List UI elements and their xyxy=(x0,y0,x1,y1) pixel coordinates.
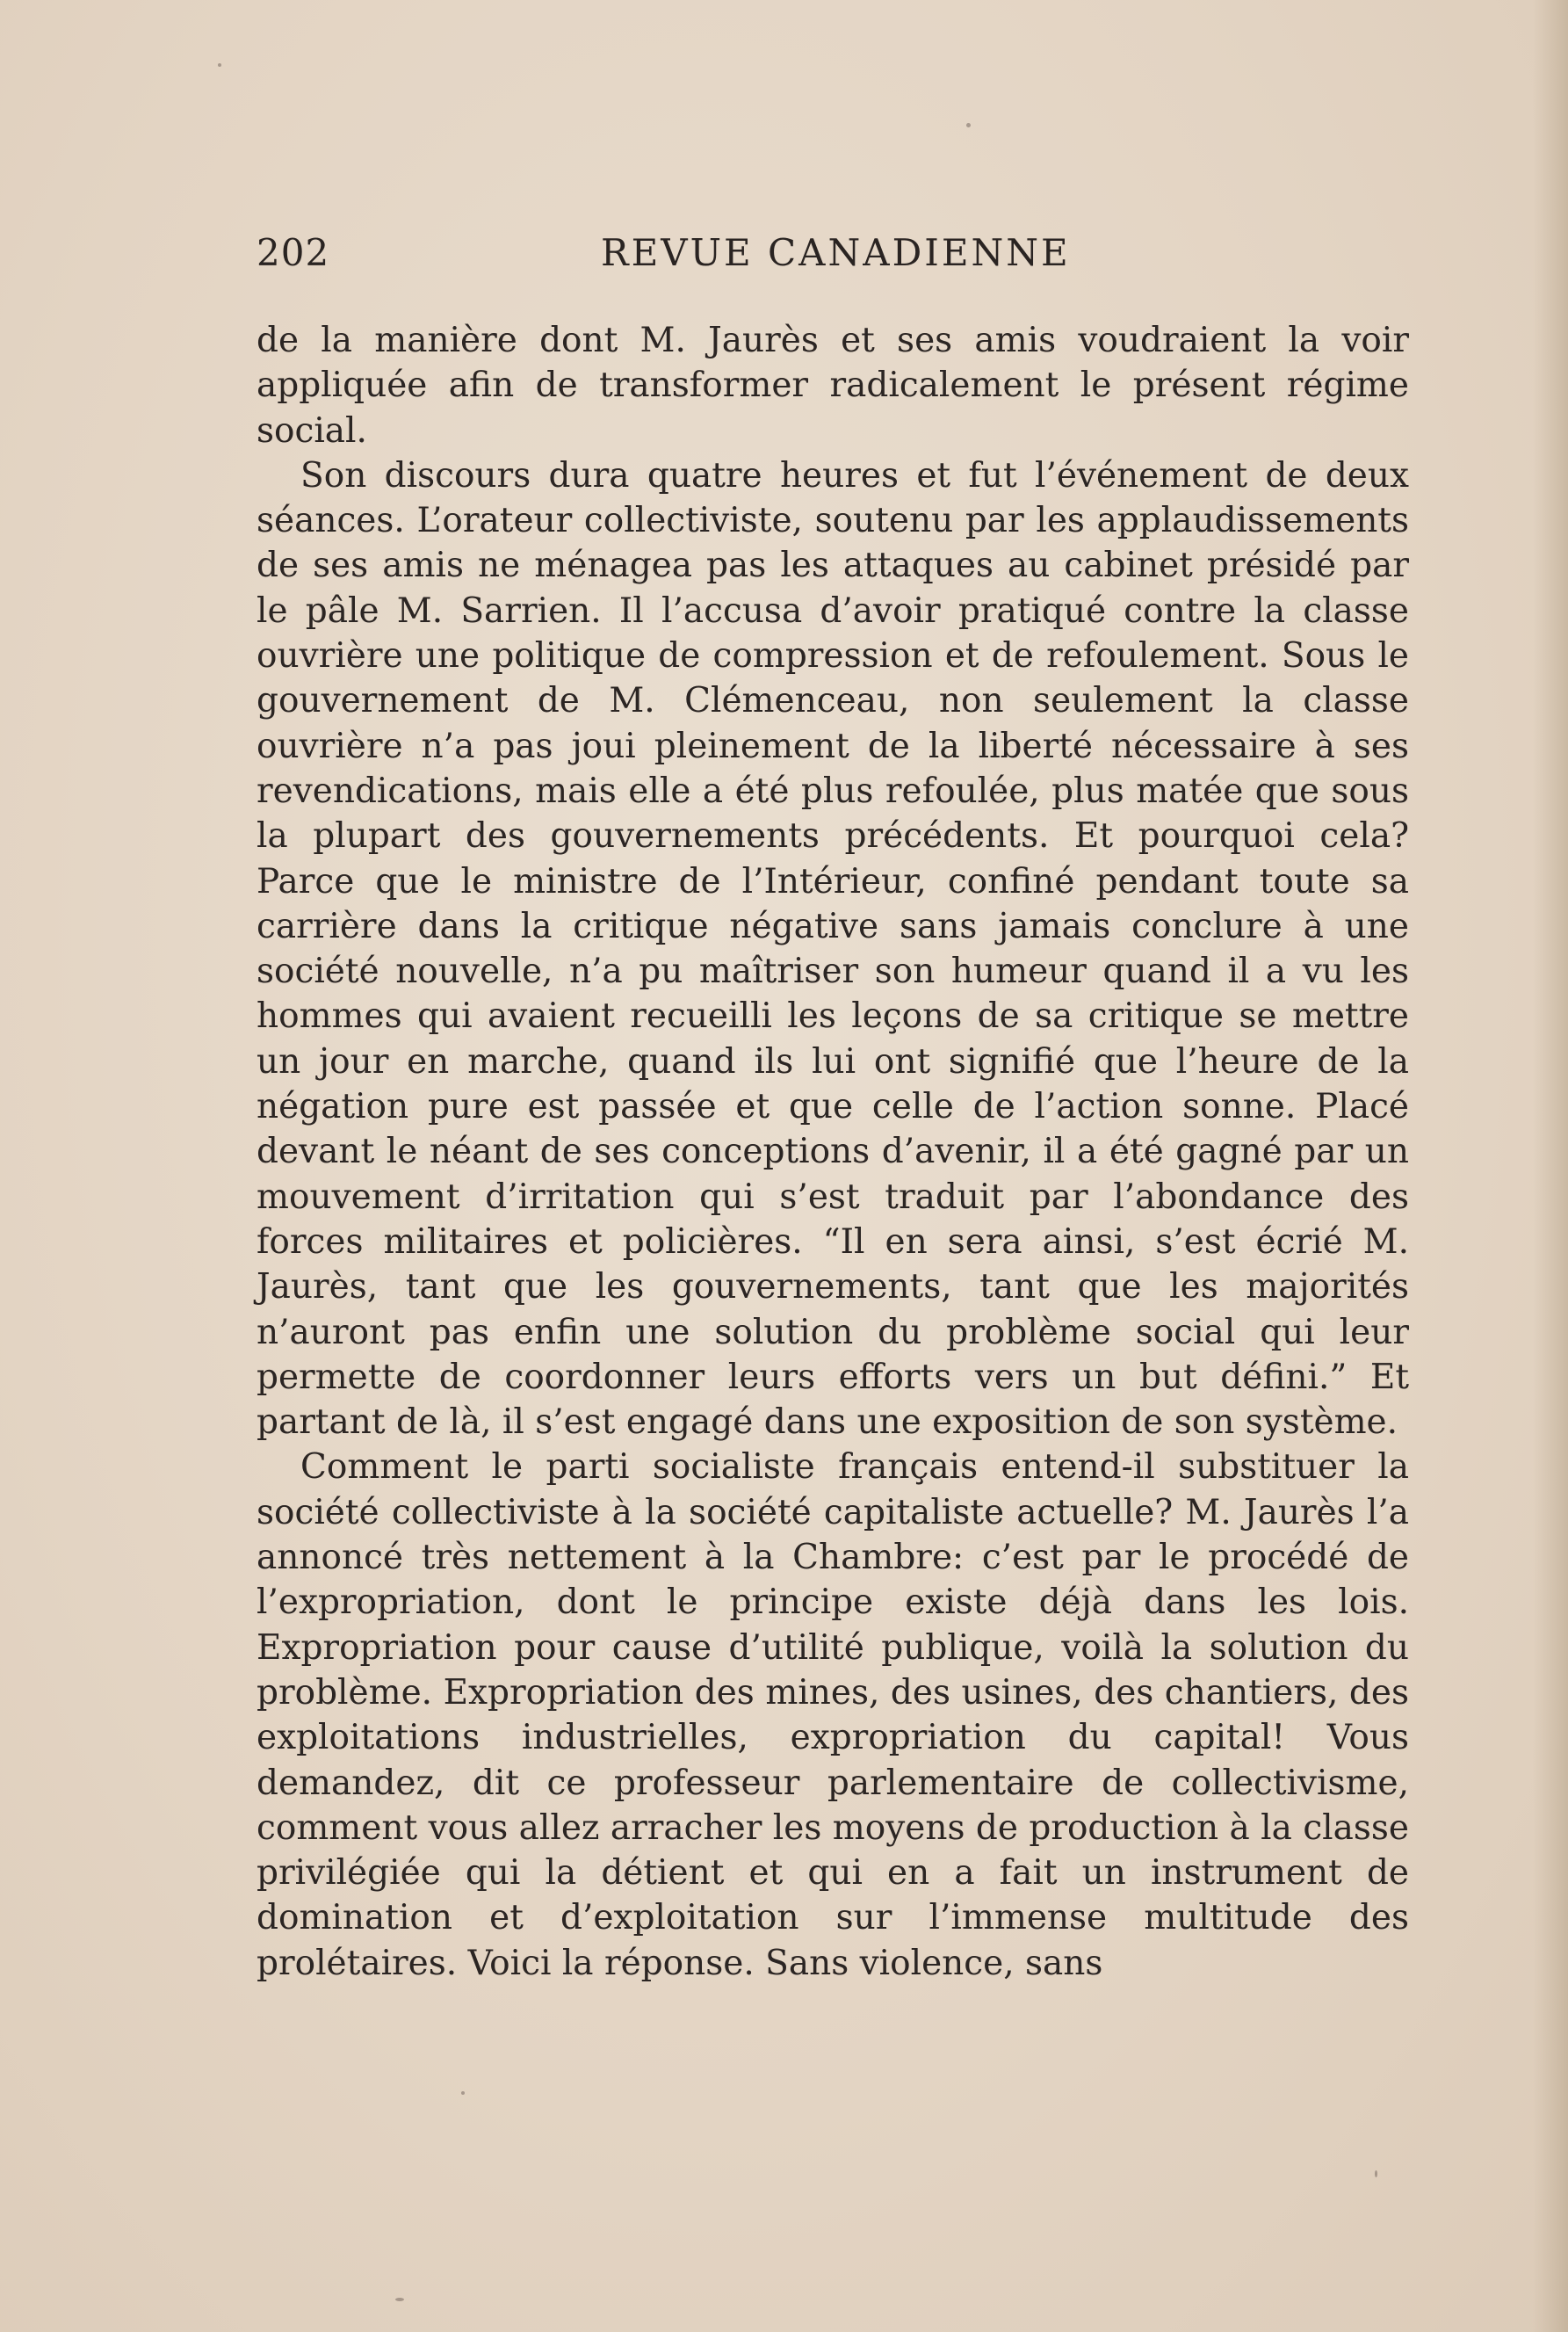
paragraph: de la manière dont M. Jaurès et ses amis voudraient la voir appliquée afin de transformer radicalement le présent régime social. xyxy=(257,321,1409,451)
body-text xyxy=(257,318,1409,1986)
paragraph: Comment le parti socialiste français entend-il substituer la société collectiviste à la société capitaliste actuelle? M. Jaurès l’a annoncé très nettement à la Chambre: c’est par le procédé de l’expropriation, dont le principe existe déjà dans les lois. Expropriation pour cause d’utilité publique, voilà la solution du problème. Expropriation des mines, des usines, des chantiers, des exploitations industrielles, expropriation du capital! Vous demandez, dit ce professeur parlementaire de collectivisme, comment vous allez arracher les moyens de production à la classe privilégiée qui la détient et qui en a fait un instrument de domination et d’exploitation sur l’immense multitude des prolétaires. Voici la réponse. Sans violence, sans xyxy=(257,1447,1409,1983)
page-number: 202 xyxy=(257,231,330,274)
paper-speck xyxy=(461,2091,465,2095)
page-edge-shadow xyxy=(1533,0,1568,2332)
paragraph: Son discours dura quatre heures et fut l’événement de deux séances. L’orateur collectiviste, soutenu par les applaudissements de ses amis ne ménagea pas les attaques au cabinet présidé par le pâle M. Sarrien. Il l’accusa d’avoir pratiqué contre la classe ouvrière une politique de compression et de refoulement. Sous le gouvernement de M. Clémenceau, non seulement la classe ouvrière n’a pas joui pleinement de la liberté nécessaire à ses revendications, mais elle a été plus refoulée, plus matée que sous la plupart des gouvernements précédents. Et pourquoi cela? Parce que le ministre de l’Intérieur, confiné pendant toute sa carrière dans la critique négative sans jamais conclure à une société nouvelle, n’a pu maîtriser son humeur quand il a vu les hommes qui avaient recueilli les leçons de sa critique se mettre un jour en marche, quand ils lui ont signifié que l’heure de la négation pure est passée et que celle de l’action sonne. Placé devant le néant de ses conceptions d’avenir, il a été gagné par un mouvement d’irritation qui s’est traduit par l’abondance des forces militaires et policières. “Il en sera ainsi, s’est écrié M. Jaurès, tant que les gouvernements, tant que les majorités n’auront pas enfin une solution du problème social qui leur permette de coordonner leurs efforts vers un but défini.” Et partant de là, il s’est engagé dans une exposition de son système. xyxy=(257,455,1409,1443)
paper-speck xyxy=(395,2298,404,2301)
paper-speck xyxy=(218,63,221,67)
journal-title: REVUE CANADIENNE xyxy=(601,231,1071,274)
running-head xyxy=(257,227,1135,279)
paper-speck xyxy=(1375,2170,1377,2177)
paper-speck xyxy=(966,123,971,127)
